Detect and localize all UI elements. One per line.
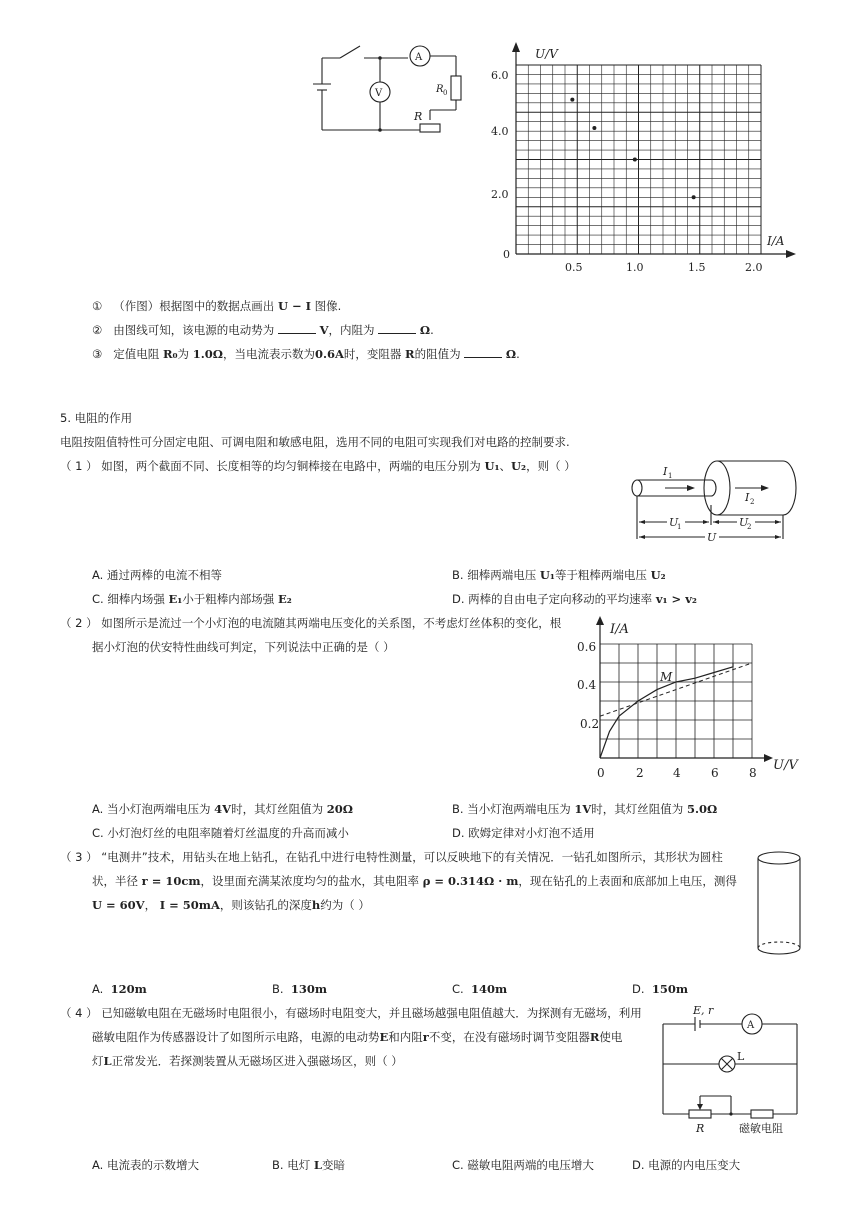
q1-option-a[interactable]: A. 通过两棒的电流不相等 — [92, 568, 222, 582]
question-text: 和内阻 — [388, 1030, 423, 1044]
y-axis-arrow — [512, 42, 520, 52]
q4-option-b[interactable] — [272, 1157, 345, 1173]
x-tick: 1.5 — [688, 261, 706, 274]
u1-sub: 1 — [677, 523, 682, 531]
option-text: 小于粗棒内部场强 — [182, 592, 275, 606]
question-4-stem-line3 — [92, 1053, 403, 1069]
point-m-label: M — [660, 670, 673, 684]
unit: Ω — [419, 323, 431, 337]
option-value: 130m — [290, 982, 328, 996]
q1-option-d[interactable] — [452, 591, 697, 607]
item-math: R₀ — [162, 347, 178, 361]
data-point — [692, 195, 696, 199]
q3-option-d[interactable] — [632, 981, 688, 997]
ui-graph — [485, 40, 800, 280]
lamp-label: L — [737, 1050, 745, 1063]
q3-option-b[interactable] — [272, 981, 327, 997]
item-3 — [92, 346, 520, 362]
question-number: （ 3 ） — [60, 850, 98, 864]
ammeter-label: A — [747, 1020, 755, 1031]
q1-option-b[interactable] — [452, 567, 666, 583]
item-text: ，当电流表示数为 — [222, 347, 315, 361]
item-text: 时，变阻器 — [343, 347, 402, 361]
question-number: （ 4 ） — [60, 1006, 98, 1020]
item-math: 0.6A — [314, 347, 344, 361]
y-tick: 0.6 — [577, 640, 597, 654]
item-number: ② — [92, 323, 103, 337]
answer-blank[interactable] — [464, 346, 502, 358]
r-label: R — [414, 110, 423, 123]
data-point — [592, 126, 596, 130]
option-text: B. 当小灯泡两端电压为 — [452, 802, 571, 816]
unit: Ω — [505, 347, 517, 361]
question-2-stem-line1 — [60, 615, 561, 631]
ammeter-label: A — [415, 52, 423, 63]
question-text: 如图，两个截面不同、长度相等的均匀铜棒接在电路中，两端的电压分别为 — [101, 459, 481, 473]
question-text: 约为（ ） — [320, 898, 370, 912]
y-tick: 0.2 — [580, 717, 600, 731]
question-text: “电测井”技术，用钻头在地上钻孔，在钻孔中进行电特性测量，可以反映地下的有关情况．一钻孔如图所示，其形状为圆柱 — [101, 850, 723, 864]
question-text: ，则（ ） — [526, 459, 576, 473]
question-3-stem-line3 — [92, 897, 370, 913]
question-text: ， — [144, 898, 157, 912]
unit: V — [319, 323, 329, 337]
y-tick: 6.0 — [491, 69, 509, 82]
math: U₂ — [650, 568, 666, 582]
q2-option-d[interactable]: D. 欧姆定律对小灯泡不适用 — [452, 826, 595, 840]
question-text: ，现在钻孔的上表面和底部加上电压，测得 — [518, 874, 737, 888]
question-2-stem-line2: 据小灯泡的伏安特性曲线可判定，下列说法中正确的是（ ） — [92, 640, 395, 654]
math: r — [422, 1030, 429, 1044]
math: h — [311, 898, 321, 912]
u1-label: U — [669, 516, 679, 529]
question-number: （ 2 ） — [60, 616, 98, 630]
math: R — [589, 1030, 600, 1044]
math: v₁ > v₂ — [655, 592, 697, 606]
i2-label: I — [745, 491, 750, 504]
question-3-stem-line1 — [60, 849, 723, 865]
option-text: B. 电灯 — [272, 1158, 311, 1172]
i2-sub: 2 — [750, 498, 755, 506]
math: I = 50mA — [159, 898, 220, 912]
q4-option-a[interactable]: A. 电流表的示数增大 — [92, 1158, 199, 1172]
question-text: 、 — [499, 459, 512, 473]
question-3-stem-line2 — [92, 873, 737, 889]
r0-sub: 0 — [443, 89, 448, 97]
magnetic-sensor-circuit — [655, 1000, 805, 1138]
item-math: U − I — [277, 299, 311, 313]
x-tick: 2.0 — [745, 261, 763, 274]
math: 20Ω — [326, 802, 353, 816]
iu-graph — [570, 615, 805, 787]
answer-blank[interactable] — [278, 322, 316, 334]
q1-option-c[interactable] — [92, 591, 292, 607]
option-text: C. 细棒内场强 — [92, 592, 165, 606]
question-4-stem-line1 — [60, 1005, 642, 1021]
question-text: ，设里面充满某浓度均匀的盐水，其电阻率 — [200, 874, 420, 888]
x-tick: 0 — [597, 766, 605, 780]
option-text: 时，其灯丝阻值为 — [591, 802, 684, 816]
item-math: R — [405, 347, 415, 361]
math: E — [379, 1030, 389, 1044]
option-value: 140m — [471, 982, 508, 996]
r0-label: R — [436, 84, 444, 95]
question-1-stem — [60, 458, 576, 474]
option-text: 时，其灯丝阻值为 — [231, 802, 324, 816]
item-text: 定值电阻 — [113, 347, 160, 361]
section-intro: 电阻按阻值特性可分固定电阻、可调电阻和敏感电阻，选用不同的电阻可实现我们对电路的控制要求. — [60, 435, 570, 449]
question-text: ，则该钻孔的深度 — [219, 898, 312, 912]
voltmeter-label: V — [375, 88, 383, 99]
question-text: 已知磁敏电阻在无磁场时电阻很小，有磁场时电阻变大，并且磁场越强电阻值越大．为探测有无磁场，利用 — [101, 1006, 642, 1020]
q3-option-a[interactable] — [92, 981, 147, 997]
item-text: ，内阻为 — [328, 323, 375, 337]
copper-rods-figure — [625, 455, 805, 550]
item-text: 为 — [177, 347, 190, 361]
q4-option-c[interactable]: C. 磁敏电阻两端的电压增大 — [452, 1158, 594, 1172]
question-text: 磁敏电阻作为传感器设计了如图所示电路，电源的电动势 — [92, 1030, 380, 1044]
option-text: B. 细棒两端电压 — [452, 568, 537, 582]
x-tick: 4 — [673, 766, 681, 780]
y-tick: 2.0 — [491, 188, 509, 201]
x-axis-arrow — [786, 250, 796, 258]
graph-grid — [600, 644, 752, 758]
q2-option-c[interactable]: C. 小灯泡灯丝的电阻率随着灯丝温度的升高而减小 — [92, 826, 349, 840]
question-text: 灯 — [92, 1054, 104, 1068]
question-text: 使电 — [599, 1030, 623, 1044]
answer-blank[interactable] — [378, 322, 416, 334]
u2-label: U — [739, 516, 749, 529]
question-text: 正常发光．若探测装置从无磁场区进入强磁场区，则（ ） — [111, 1054, 403, 1068]
question-4-stem-line2 — [92, 1029, 622, 1045]
i1-sub: 1 — [668, 472, 673, 480]
question-text: 不变，在没有磁场时调节变阻器 — [428, 1030, 590, 1044]
source-label: E, r — [693, 1004, 714, 1017]
rheostat-label: R — [696, 1122, 705, 1135]
y-tick: 0 — [503, 248, 510, 261]
q4-option-d[interactable]: D. 电源的内电压变大 — [632, 1158, 741, 1172]
circuit-figure-1 — [310, 40, 470, 140]
math: U₂ — [511, 459, 527, 473]
y-axis-label: U/V — [535, 47, 558, 61]
y-tick: 4.0 — [491, 125, 509, 138]
question-text: 状，半径 — [92, 874, 138, 888]
option-value: 120m — [110, 982, 147, 996]
math: r = 10cm — [141, 874, 201, 888]
data-points — [570, 98, 695, 200]
x-tick: 6 — [711, 766, 719, 780]
option-text: A. 当小灯泡两端电压为 — [92, 802, 211, 816]
magnetoresistor-label: 磁敏电阻 — [739, 1122, 783, 1135]
data-point — [633, 158, 637, 162]
math: 1V — [574, 802, 592, 816]
item-text: 的阻值为 — [414, 347, 461, 361]
item-text: 图像. — [314, 299, 342, 313]
option-letter: D. — [632, 982, 645, 996]
x-tick: 8 — [749, 766, 757, 780]
i1-label: I — [663, 465, 668, 478]
option-letter: B. — [272, 982, 284, 996]
data-point — [570, 98, 574, 102]
question-text: 如图所示是流过一个小灯泡的电流随其两端电压变化的关系图，不考虑灯丝体积的变化，根 — [101, 616, 562, 630]
q3-option-c[interactable] — [452, 981, 507, 997]
u2-sub: 2 — [747, 523, 752, 531]
option-letter: A. — [92, 982, 104, 996]
item-text: . — [516, 347, 520, 361]
u-label: U — [707, 531, 717, 544]
section-title: 5. 电阻的作用 — [60, 411, 133, 425]
math: ρ = 0.314Ω · m — [422, 874, 519, 888]
option-text: 变暗 — [321, 1158, 345, 1172]
option-text: 等于粗棒两端电压 — [554, 568, 647, 582]
item-math: 1.0Ω — [192, 347, 223, 361]
math: U₁ — [539, 568, 555, 582]
graph-grid — [516, 65, 761, 254]
math: L — [103, 1054, 112, 1068]
question-number: （ 1 ） — [60, 459, 98, 473]
math: 5.0Ω — [686, 802, 718, 816]
option-text: D. 两棒的自由电子定向移动的平均速率 — [452, 592, 653, 606]
math: E₁ — [168, 592, 183, 606]
item-1 — [92, 298, 341, 314]
x-tick: 0.5 — [565, 261, 583, 274]
math: 4V — [214, 802, 232, 816]
item-number: ① — [92, 299, 103, 313]
math: L — [313, 1158, 322, 1172]
x-tick: 1.0 — [626, 261, 644, 274]
option-value: 150m — [651, 982, 689, 996]
x-axis-label: I/A — [767, 234, 785, 248]
item-2 — [92, 322, 434, 338]
item-text: 由图线可知，该电源的电动势为 — [113, 323, 275, 337]
math: E₂ — [277, 592, 292, 606]
y-tick: 0.4 — [577, 678, 597, 692]
option-letter: C. — [452, 982, 464, 996]
q2-option-b[interactable] — [452, 801, 717, 817]
math: U = 60V — [92, 898, 145, 912]
x-tick: 2 — [636, 766, 644, 780]
math: U₁ — [484, 459, 500, 473]
cylinder-figure — [752, 848, 807, 963]
item-text: . — [430, 323, 434, 337]
item-number: ③ — [92, 347, 103, 361]
q2-option-a[interactable] — [92, 801, 353, 817]
item-text: （作图）根据图中的数据点画出 — [113, 299, 275, 313]
x-axis-label: U/V — [773, 758, 798, 773]
y-axis-label: I/A — [610, 622, 629, 637]
